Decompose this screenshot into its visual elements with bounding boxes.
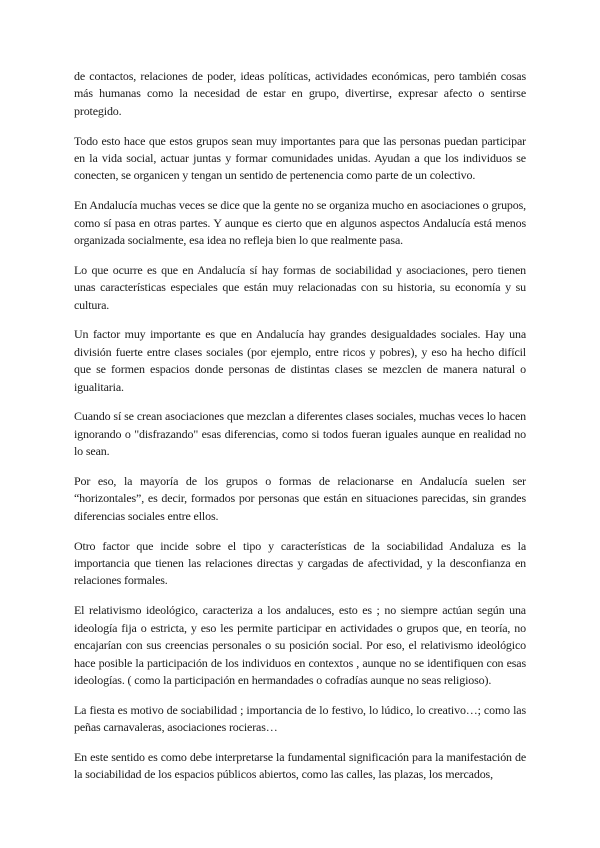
paragraph: de contactos, relaciones de poder, ideas políticas, actividades económicas, pero también cosas más humanas como la necesidad de estar en grupo, divertirse, expresar afecto o sentirse protegido. [74,69,526,118]
paragraph: Por eso, la mayoría de los grupos o formas de relacionarse en Andalucía suelen ser “horizontales”, es decir, formados por personas que están en situaciones parecidas, sin grandes diferencias sociales entre ellos. [74,474,526,523]
paragraph: Otro factor que incide sobre el tipo y características de la sociabilidad Andaluza es la importancia que tienen las relaciones directas y cargadas de afectividad, y la desconfianza en relaciones formales. [74,538,526,588]
paragraph: La fiesta es motivo de sociabilidad ; importancia de lo festivo, lo lúdico, lo creativo…; como las peñas carnavaleras, asociaciones rocieras… [74,702,526,735]
paragraph: El relativismo ideológico, caracteriza a los andaluces, esto es ; no siempre actúan según una ideología fija o estricta, y eso les permite participar en actividades o grupos que, en teoría, no encajarían con sus creencias personales o su posición social. Por eso, el relativismo ideológico hace posible la participación de los individuos en contextos , aunque no se identifiquen con esas ideologías. ( como la participación en hermandades o cofradías aunque no seas religioso). [74,603,526,687]
paragraph: Un factor muy importante es que en Andalucía hay grandes desigualdades sociales. Hay una división fuerte entre clases sociales (por ejemplo, entre ricos y pobres), y eso ha hecho difícil que se formen espacios donde personas de distintas clases se mezclen de manera natural o igualitaria. [74,327,526,394]
paragraph: Cuando sí se crean asociaciones que mezclan a diferentes clases sociales, muchas veces lo hacen ignorando o "disfrazando" esas diferencias, como si todos fueran iguales aunque en realidad no lo sean. [74,409,526,459]
paragraph: En este sentido es como debe interpretarse la fundamental significación para la manifestación de la sociabilidad de los espacios públicos abiertos, como las calles, las plazas, los mercados, [74,749,526,782]
paragraph: Todo esto hace que estos grupos sean muy importantes para que las personas puedan participar en la vida social, actuar juntas y formar comunidades unidas. Ayudan a que los individuos se conecten, se organicen y tengan un sentido de pertenencia como parte de un colectivo. [74,133,526,183]
paragraph: En Andalucía muchas veces se dice que la gente no se organiza mucho en asociaciones o grupos, como sí pasa en otras partes. Y aunque es cierto que en algunos aspectos Andalucía está menos organizada socialmente, esa idea no refleja bien lo que realmente pasa. [74,198,526,248]
document-page [74,68,526,796]
paragraph: Lo que ocurre es que en Andalucía sí hay formas de sociabilidad y asociaciones, pero tienen unas características especiales que están muy relacionadas con su historia, su economía y su cultura. [74,262,526,312]
